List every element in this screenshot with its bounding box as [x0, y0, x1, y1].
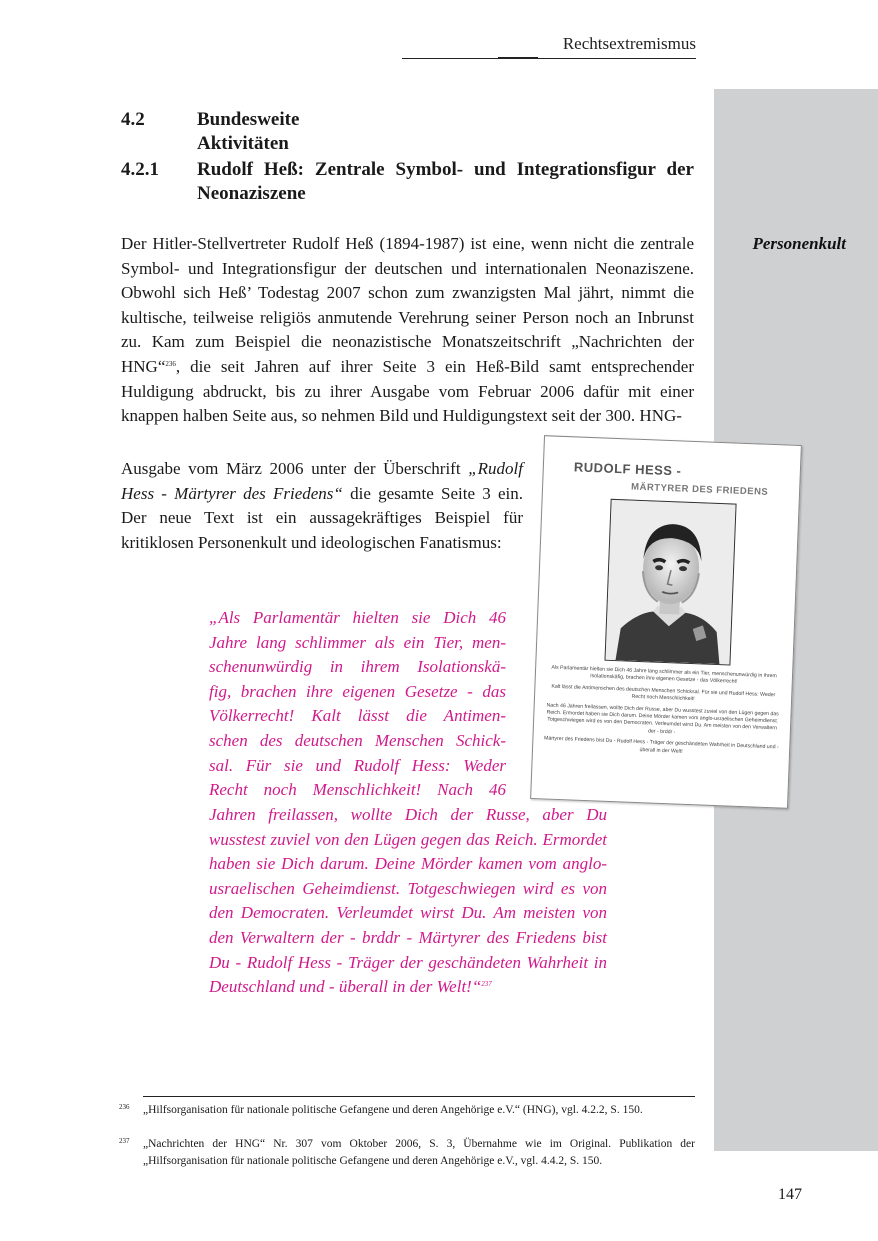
magazine-clipping	[530, 435, 802, 809]
header-rule-accent	[498, 57, 538, 59]
running-head: Rechtsextremismus	[562, 34, 696, 53]
footnote-237: 237 „Nachrichten der HNG“ Nr. 307 vom Oktober 2006, S. 3, Übernahme wie im Original. Publikation der „Hilfsorganisation für nationale politische Gefangene und deren Angehörige e.V., vgl. 4.4.2, S. 150.	[119, 1137, 695, 1167]
clipping-subtitle: MÄRTYRER DES FRIEDENS	[630, 481, 769, 498]
clipping-caption: Als Parlamentär hielten sie Dich 46 Jahre lang schlimmer als ein Tier, menschenunwürdig in ihrem Isolationskäfig, brachen ihre eigenen Gesetze - das Völkerrecht! Kalt lässt die Antimenschen des deutschen Menschen Schicksal. Für sie und Rudolf Hess: Weder Recht noch Menschlichkeit! Nach 46 Jahren freilassen, wollte Dich der Russe, aber Du wusstest zuviel von den Lügen gegen das Reich. Ermordet haben sie Dich darum. Deine Mörder kamen vom anglo-usraelischen Geheimdienst. Totgeschwiegen wird es von den Democraten. Verleumdet wirst Du. Am meisten von den Verwaltern der - brddr - Märtyrer des Friedens bist Du - Rudolf Hess - Träger der geschändeten Wahrheit in Deutschland und - überall in der Welt!	[543, 664, 779, 755]
paragraph-2: Ausgabe vom März 2006 unter der Überschrift „Rudolf Hess - Märtyrer des Friedens“ die gesamte Seite 3 ein. Der neue Text ist ein aussagekräftiges Beispiel für kritiklosen Personenkult und ideologischen Fanatismus:	[121, 459, 523, 552]
paragraph-1: Der Hitler-Stellvertreter Rudolf Heß (1894-1987) ist eine, wenn nicht die zentrale Symbol- und Integrationsfigur der deutschen und internationalen Neonaziszene. Obwohl sich Heß’ Todestag 2007 schon zum zwanzigsten Mal jährt, nimmt die kultische, teilweise religiös anmutende Verehrung seiner Person noch an Inbrunst zu. Kam zum Beispiel die neonazistische Monatszeitschrift „Nachrichten der HNG“$^{236}$, die seit Jahren auf ihrer Seite 3 ein Heß-Bild samt entsprechender Huldigung abdruckt, bis zu ihrer Ausgabe vom Februar 2006 dafür mit einer knappen halben Seite aus, so nehmen Bild und Huldigungstext seit der 300. HNG-	[121, 234, 694, 426]
footnote-number: 237	[119, 1137, 130, 1145]
section-title: Rudolf Heß: Zentrale Symbol- und Integrationsfigur der Neonaziszene	[197, 159, 694, 204]
quote-wide: Jahren freilassen, wollte Dich der Russe, aber Du wusstest zuviel von den Lügen gegen das Reich. Ermordet haben sie Dich darum. Deine Mörder kamen vom anglo-usraelischen Geheimdienst. Totgeschwiegen wird es von den Democraten. Verleumdet wirst Du. Am meisten von den Verwaltern der - brddr - Märtyrer des Friedens bist Du - Rudolf Hess - Träger der geschändeten Wahrheit in Deutschland und - überall in der Welt!“$^{237}$	[209, 805, 607, 997]
header-rule	[402, 58, 696, 59]
margin-note: Personenkult	[752, 234, 846, 253]
footnote-236: 236 „Hilfsorganisation für nationale politische Gefangene und deren Angehörige e.V.“ (HNG), vgl. 4.2.2, S. 150.	[119, 1103, 643, 1116]
portrait-icon	[606, 500, 736, 665]
portrait-photo	[604, 499, 736, 666]
page-number: 147	[778, 1186, 802, 1203]
quote-narrow: „Als Parlamentär hielten sie Dich 46 Jahre lang schlimmer als ein Tier, men- schenunwürdig in ihrem Isolationskä- fig, brachen ihre eigenen Gesetze - das Völkerrecht! Kalt lässt die Antimen- schen des deutschen Menschen Schick- sal. Für sie und Rudolf Hess: Weder Recht noch Menschlichkeit! Nach 46	[209, 608, 506, 800]
footnote-rule	[143, 1096, 695, 1097]
section-title: Bundesweite Aktivitäten	[197, 109, 300, 154]
footnote-ref-236[interactable]: 236	[165, 359, 176, 368]
footnote-number: 236	[119, 1103, 130, 1111]
section-number: 4.2.1	[121, 159, 159, 180]
footnote-ref-237[interactable]: 237	[481, 980, 492, 989]
clipping-title: RUDOLF HESS -	[573, 459, 682, 479]
section-number: 4.2	[121, 109, 145, 130]
